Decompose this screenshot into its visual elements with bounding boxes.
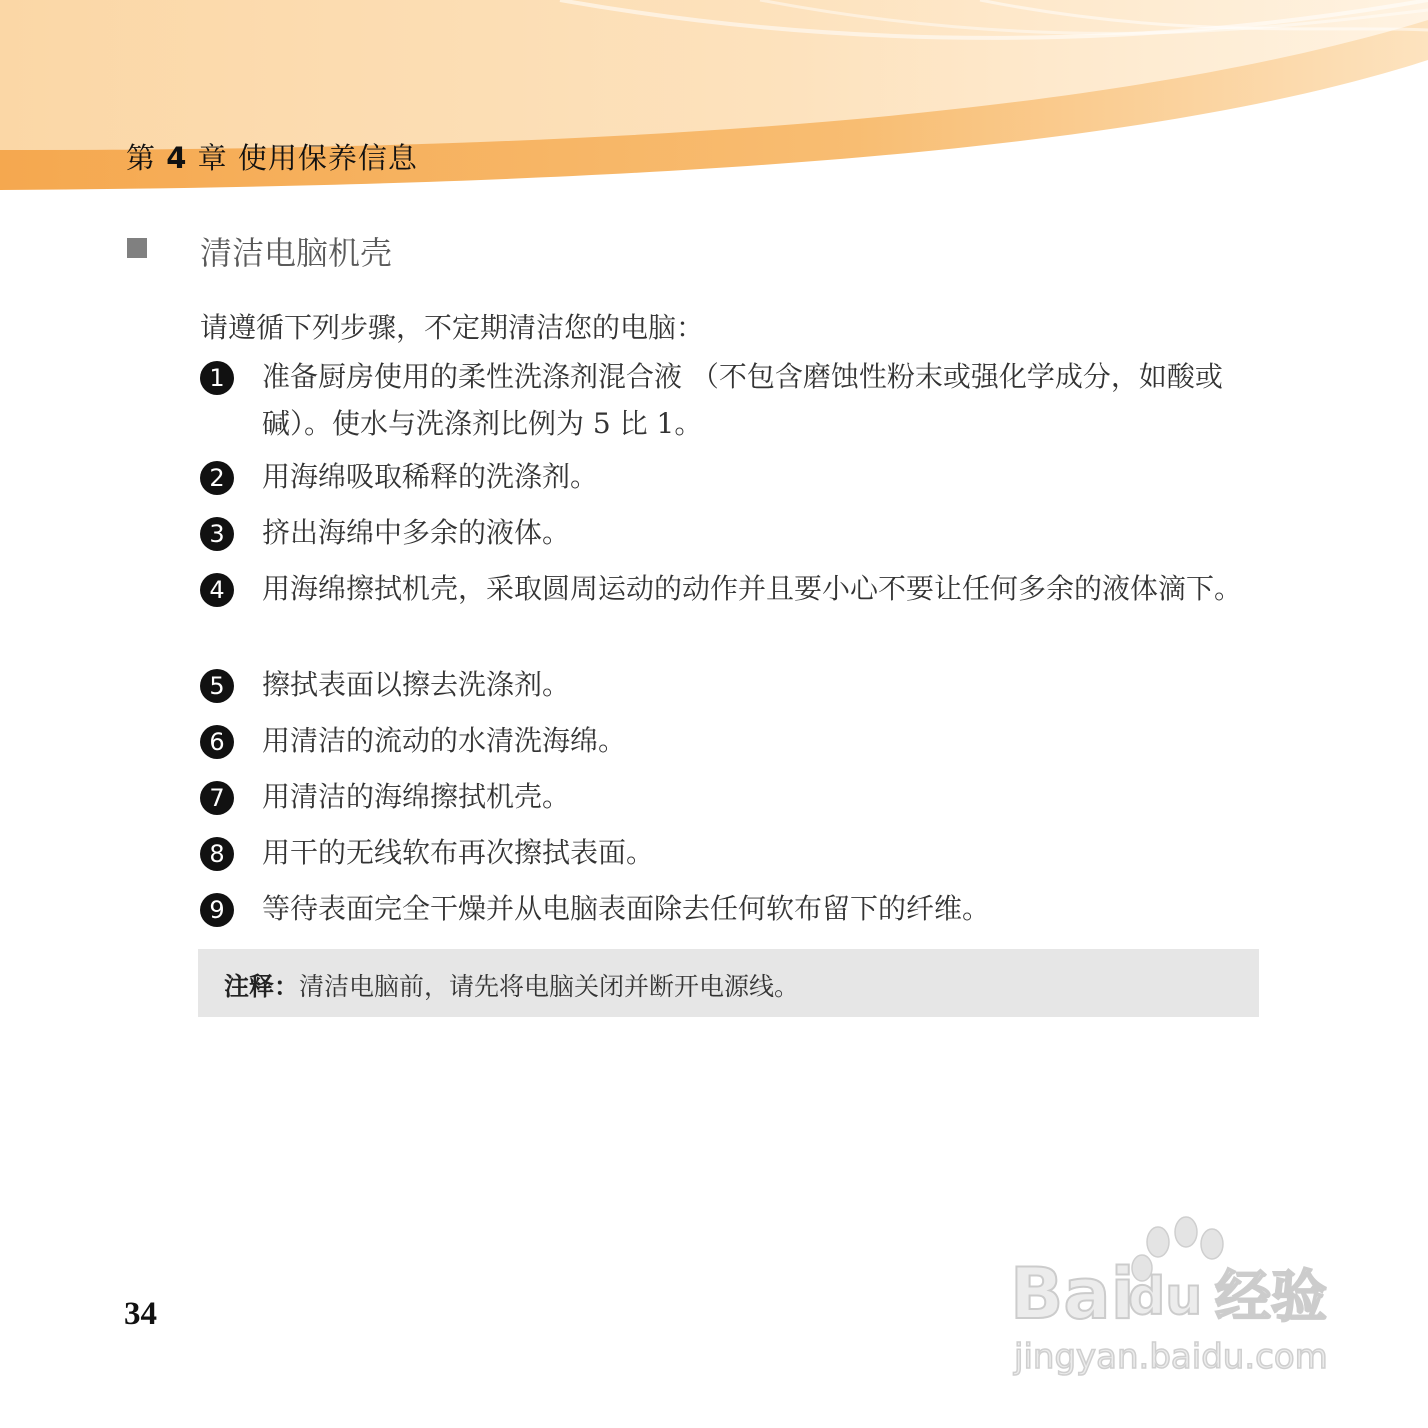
baidu-watermark-logo bbox=[1010, 1210, 1350, 1390]
step-item bbox=[200, 666, 1270, 708]
page-number: 34 bbox=[124, 1296, 157, 1332]
step-item bbox=[200, 458, 1270, 500]
step-item bbox=[200, 834, 1270, 876]
note-box bbox=[198, 949, 1259, 1017]
intro-text: 请遵循下列步骤，不定期清洁您的电脑： bbox=[200, 311, 705, 344]
step-number-badge: 9 bbox=[200, 893, 234, 927]
step-text: 准备厨房使用的柔性洗涤剂混合液 （不包含磨蚀性粉末或强化学成分，如酸或碱）。使水与洗涤剂比例为 5 比 1。 bbox=[262, 360, 1223, 440]
chapter-title bbox=[126, 136, 418, 177]
step-text: 用干的无线软布再次擦拭表面。 bbox=[262, 836, 655, 869]
step-item bbox=[200, 890, 1270, 932]
step-number-badge: 6 bbox=[200, 725, 234, 759]
step-number-badge: 1 bbox=[200, 361, 234, 395]
step-number-badge: 8 bbox=[200, 837, 234, 871]
note-label: 注释： bbox=[224, 972, 300, 1001]
section-bullet-icon bbox=[127, 238, 147, 258]
step-number-badge: 3 bbox=[200, 517, 234, 551]
chapter-name: 章 使用保养信息 bbox=[197, 141, 418, 175]
step-item bbox=[200, 778, 1270, 820]
note-content bbox=[224, 967, 799, 1003]
step-text: 用清洁的海绵擦拭机壳。 bbox=[262, 780, 571, 813]
step-text: 挤出海绵中多余的液体。 bbox=[262, 516, 571, 549]
step-item bbox=[200, 514, 1270, 556]
step-number-badge: 2 bbox=[200, 461, 234, 495]
step-number-badge: 4 bbox=[200, 573, 234, 607]
step-number-badge: 7 bbox=[200, 781, 234, 815]
watermark-brand-tail: du bbox=[1128, 1267, 1203, 1327]
watermark-brand: Bai bbox=[1010, 1253, 1135, 1335]
step-text: 等待表面完全干燥并从电脑表面除去任何软布留下的纤维。 bbox=[262, 892, 991, 925]
watermark-url: jingyan.baidu.com bbox=[1014, 1337, 1328, 1377]
step-item bbox=[200, 722, 1270, 764]
chapter-prefix: 第 bbox=[126, 141, 157, 175]
step-item bbox=[200, 570, 1270, 612]
step-number-badge: 5 bbox=[200, 669, 234, 703]
step-text: 擦拭表面以擦去洗涤剂。 bbox=[262, 668, 571, 701]
watermark-product: 经验 bbox=[1215, 1265, 1327, 1330]
step-text: 用海绵吸取稀释的洗涤剂。 bbox=[262, 460, 599, 493]
step-text: 用清洁的流动的水清洗海绵。 bbox=[262, 724, 627, 757]
note-text: 清洁电脑前，请先将电脑关闭并断开电源线。 bbox=[299, 972, 800, 1001]
chapter-number: 4 bbox=[166, 141, 188, 175]
step-text: 用海绵擦拭机壳，采取圆周运动的动作并且要小心不要让任何多余的液体滴下。 bbox=[262, 572, 1243, 605]
section-title: 清洁电脑机壳 bbox=[200, 234, 393, 272]
step-item bbox=[200, 358, 1270, 447]
